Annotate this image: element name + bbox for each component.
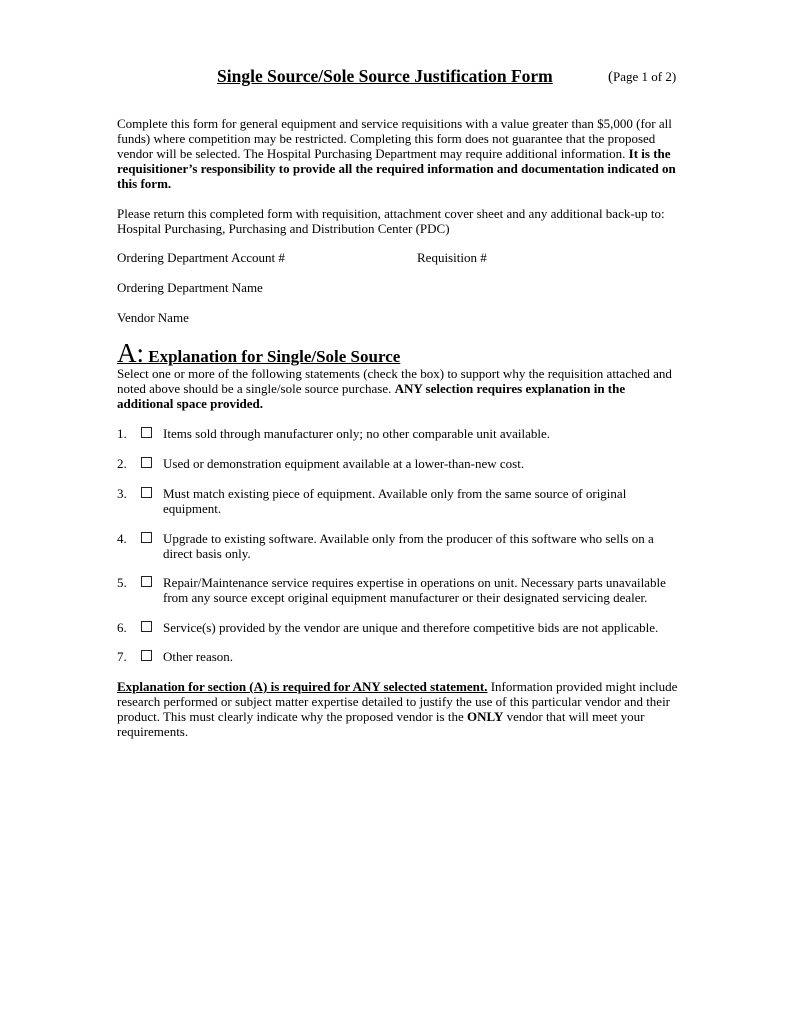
section-a-instructions [117,366,679,411]
department-name-field[interactable] [117,280,263,296]
item-text: Used or demonstration equipment available at a lower-than-new cost. [163,456,525,471]
return-line-1: Please return this completed form with requisition, attachment cover sheet and any additional back-up to: [117,206,665,221]
requisition-field[interactable] [417,250,487,266]
account-label: Ordering Department Account # [117,250,285,265]
explanation-text-2: vendor that will meet your requirements. [117,709,645,739]
checkbox[interactable] [141,621,152,632]
checkbox[interactable] [141,576,152,587]
header [0,66,791,92]
checkbox[interactable] [141,532,152,543]
item-text: Must match existing piece of equipment. Available only from the same source of original equipment. [163,486,627,516]
vendor-name-field[interactable] [117,310,189,326]
item-text: Service(s) provided by the vendor are unique and therefore competitive bids are not applicable. [163,620,659,635]
page-indicator-text: Page 1 of 2) [613,69,677,84]
checkbox[interactable] [141,427,152,438]
item-number: 4. [117,531,127,546]
section-heading-text: Explanation for Single/Sole Source [144,347,401,366]
intro-paragraph [117,116,679,191]
item-number: 6. [117,620,127,635]
item-text: Items sold through manufacturer only; no other comparable unit available. [163,426,550,441]
page-indicator [608,69,676,86]
item-number: 1. [117,426,127,441]
checkbox[interactable] [141,487,152,498]
checkbox[interactable] [141,457,152,468]
item-text: Repair/Maintenance service requires expertise in operations on unit. Necessary parts unavailable from any source except original equipment manufacturer or their designated servicing dealer. [163,575,666,605]
item-text: Other reason. [163,649,234,664]
intro-text: Complete this form for general equipment and service requisitions with a value greater than $5,000 (for all funds) where competition may be restricted. Completing this form does not guarantee that the proposed vendor will be selected. The Hospital Purchasing Department may require additional information. [117,116,672,161]
explanation-note [117,679,679,739]
checkbox[interactable] [141,650,152,661]
section-letter: A: [117,338,144,368]
instructions-bold: ANY selection requires explanation in the additional space provided. [117,381,626,411]
explanation-only-emphasis: ONLY [466,709,504,724]
vendor-name-label: Vendor Name [117,310,189,325]
instructions-text: Select one or more of the following statements (check the box) to support why the requisition attached and noted above should be a single/sole source purchase. [117,366,672,396]
explanation-required-text: Explanation for section (A) is required for ANY selected statement. [117,679,488,694]
intro-bold-text: It is the requisitioner’s responsibility to provide all the required information and documentation indicated on this form. [117,146,676,191]
return-line-2: Hospital Purchasing, Purchasing and Distribution Center (PDC) [117,221,450,236]
item-text: Upgrade to existing software. Available only from the producer of this software who sells on a direct basis only. [163,531,654,561]
section-a-heading [117,338,400,369]
explanation-text-1: Information provided might include research performed or subject matter expertise detailed to justify the use of this particular vendor and their product. This must clearly indicate why the proposed vendor is the [117,679,678,724]
account-field[interactable] [117,250,285,266]
item-number: 7. [117,649,127,664]
item-number: 3. [117,486,127,501]
page-indicator-paren: ( [608,69,613,85]
page-title: Single Source/Sole Source Justification Form [217,66,553,86]
return-instructions [117,206,679,236]
item-number: 2. [117,456,127,471]
item-number: 5. [117,575,127,590]
requisition-label: Requisition # [417,250,487,265]
department-name-label: Ordering Department Name [117,280,263,295]
